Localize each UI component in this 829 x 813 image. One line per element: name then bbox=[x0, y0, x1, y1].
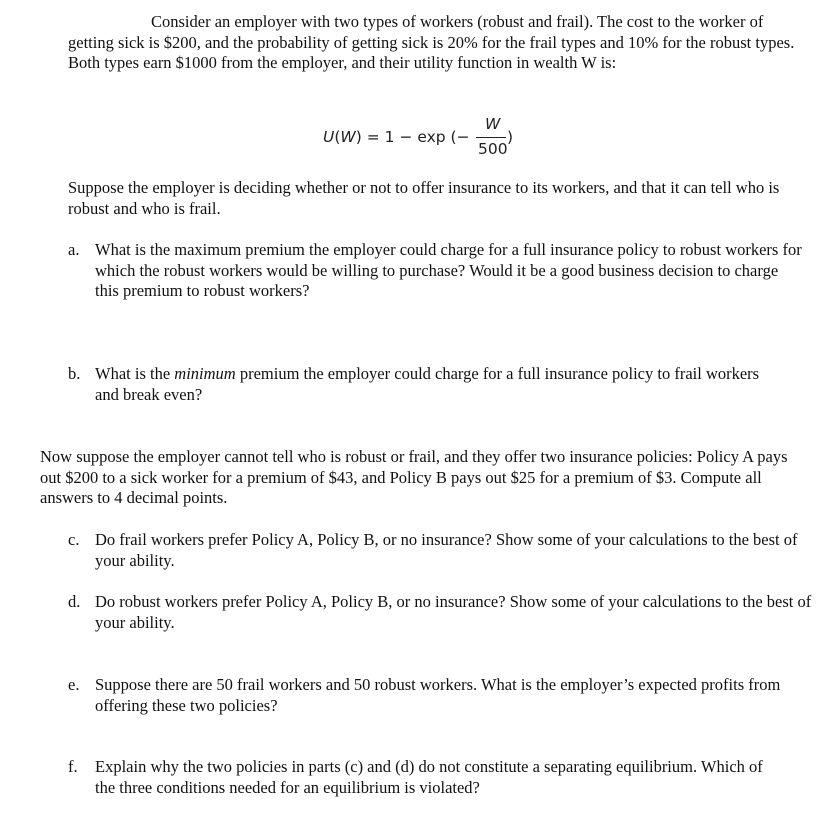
question-e-text: Suppose there are 50 frail workers and 50 robust workers. What is the employer’s expected profits from offering these two policies? bbox=[95, 675, 781, 715]
question-a-text: What is the maximum premium the employer could charge for a full insurance policy to robust workers for which the robust workers would be willing to purchase? Would it be a good business decision to charge this premium to robust workers? bbox=[95, 240, 802, 300]
question-b-pre: What is the bbox=[95, 364, 175, 383]
suppose-paragraph: Suppose the employer is deciding whether or not to offer insurance to its workers, and that it can tell who is robust and who is frail. bbox=[68, 178, 780, 218]
fraction-bar bbox=[476, 137, 506, 138]
formula-denominator: 500 bbox=[478, 140, 508, 158]
intro-paragraph: Consider an employer with two types of workers (robust and frail). The cost to the worker of getting sick is $200, and the probability of getting sick is 20% for the frail types and 10% for the robust types. Both types earn $1000 from the employer, and their utility function in wealth W is: bbox=[68, 12, 795, 72]
formula-lhs: U(W) = 1 − exp (− bbox=[323, 128, 470, 146]
question-d-text: Do robust workers prefer Policy A, Policy B, or no insurance? Show some of your calculations to the best of your ability. bbox=[95, 592, 812, 632]
formula-variable: W bbox=[340, 128, 356, 146]
question-b-marker: b. bbox=[68, 364, 81, 383]
formula-close-paren: ) bbox=[507, 128, 514, 146]
question-f-text: Explain why the two policies in parts (c) and (d) do not constitute a separating equilibrium. Which of the three conditions needed for an equilibrium is violated? bbox=[95, 757, 763, 797]
formula-function: U bbox=[323, 128, 335, 146]
question-f-marker: f. bbox=[68, 757, 78, 776]
question-a-marker: a. bbox=[68, 240, 80, 259]
question-b-post: premium the employer could charge for a full insurance policy to frail workers and break even? bbox=[95, 364, 760, 404]
question-b-emphasis: minimum bbox=[174, 364, 236, 383]
utility-formula bbox=[323, 114, 543, 160]
question-c-marker: c. bbox=[68, 530, 80, 549]
formula-numerator: W bbox=[485, 115, 501, 133]
question-c-text: Do frail workers prefer Policy A, Policy B, or no insurance? Show some of your calculations to the best of your ability. bbox=[95, 530, 798, 570]
question-b-text bbox=[95, 364, 785, 405]
formula-rhs: = 1 − exp (− bbox=[361, 128, 470, 146]
question-d-marker: d. bbox=[68, 592, 81, 611]
now-suppose-paragraph: Now suppose the employer cannot tell who is robust or frail, and they offer two insurance policies: Policy A pays out $200 to a sick worker for a premium of $43, and Policy B pays out $25 for a premium of $3. Compute all answers to 4 decimal points. bbox=[40, 447, 788, 507]
question-e-marker: e. bbox=[68, 675, 80, 694]
